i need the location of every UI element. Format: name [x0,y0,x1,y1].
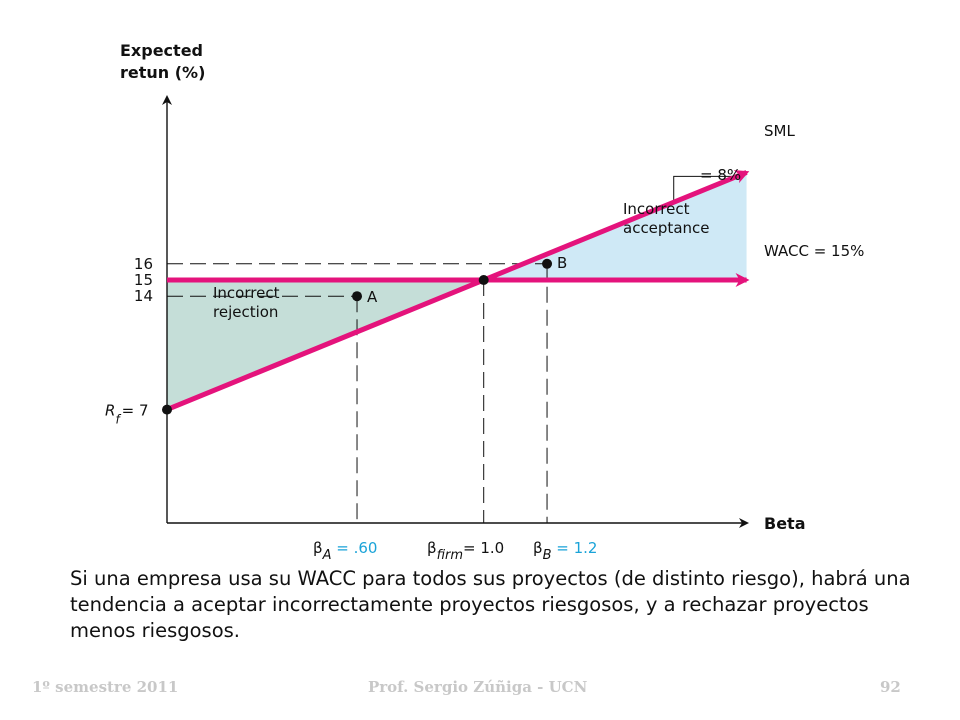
footer-page-number: 92 [880,678,901,696]
point-rf [162,405,172,415]
sml-label: SML [764,122,795,140]
footer-author: Prof. Sergio Zúñiga - UCN [368,678,588,696]
y-axis-title-line1: Expected [120,41,203,60]
beta-label-b: βB = 1.2 [533,539,598,560]
caption-text: Si una empresa usa su WACC para todos sus proyectos (de distinto riesgo), habrá una tendencia a aceptar incorrectamente proyectos riesgosos, y a rechazar proyectos menos riesgosos. [70,567,911,642]
incorrect-acceptance-label-1: Incorrect [623,200,690,218]
beta-label-a: βA = .60 [313,539,378,560]
point-b-label: B [557,253,568,272]
point-firm [479,275,489,285]
incorrect-acceptance-label-2: acceptance [623,219,710,237]
y-tick-14: 14 [133,287,153,306]
point-a [352,291,362,301]
x-axis-title: Beta [764,514,806,533]
point-b [542,259,552,269]
y-axis-title-line2: retun (%) [120,63,206,82]
y-tick-16: 16 [133,254,153,273]
point-a-label: A [367,288,378,307]
incorrect-rejection-label-2: rejection [213,303,279,321]
footer-semester: 1º semestre 2011 [32,678,179,696]
beta-label-firm: βfirm= 1.0 [427,539,505,560]
slope-annotation: = 8% [700,166,742,184]
incorrect-rejection-label-1: Incorrect [213,284,280,302]
y-tick-15: 15 [133,271,153,289]
rf-label: $R_f = 7$ [105,401,149,427]
wacc-label: WACC = 15% [764,242,865,260]
